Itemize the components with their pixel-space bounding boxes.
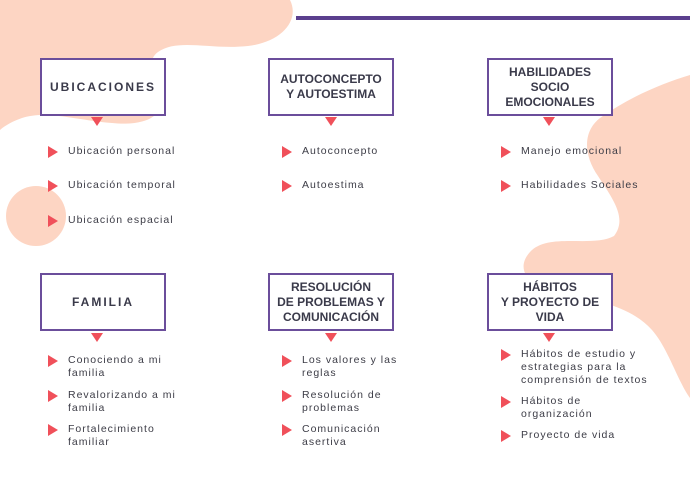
list-item-label: Autoestima (302, 179, 365, 191)
list-item-label: Ubicación espacial (68, 214, 174, 226)
section-title: FAMILIA (72, 295, 134, 309)
list-item-label: Resolución de problemas (302, 389, 382, 414)
list-item (48, 179, 176, 192)
section-title-box-ubicaciones (40, 58, 166, 116)
triangle-right-icon (282, 390, 292, 402)
section-title-box-resolucion (268, 273, 394, 331)
list-item (501, 145, 622, 158)
list-item-label: Proyecto de vida (521, 429, 616, 441)
triangle-right-icon (501, 430, 511, 442)
section-title-box-autoconcepto (268, 58, 394, 116)
list-item (501, 179, 638, 192)
list-item-label: Ubicación personal (68, 145, 176, 157)
list-item (282, 145, 378, 158)
section-title: AUTOCONCEPTO Y AUTOESTIMA (280, 72, 382, 101)
list-item (501, 348, 648, 387)
triangle-right-icon (501, 396, 511, 408)
triangle-right-icon (48, 180, 58, 192)
list-item-label: Fortalecimiento familiar (68, 423, 155, 448)
list-item-label: Autoconcepto (302, 145, 379, 157)
list-item-label: Los valores y las reglas (302, 354, 398, 379)
triangle-down-icon (325, 117, 337, 126)
section-title: UBICACIONES (49, 80, 156, 94)
triangle-right-icon (282, 146, 292, 158)
section-title-box-familia (40, 273, 166, 331)
triangle-down-icon (325, 333, 337, 342)
section-title-box-habitos (487, 273, 613, 331)
top-accent-line (296, 16, 690, 20)
triangle-down-icon (543, 333, 555, 342)
triangle-right-icon (48, 215, 58, 227)
list-item-label: Revalorizando a mi familia (68, 389, 176, 414)
list-item (282, 423, 381, 449)
triangle-down-icon (91, 333, 103, 342)
list-item-label: Manejo emocional (521, 145, 623, 157)
list-item-label: Hábitos de estudio y estrategias para la comprensión de textos (521, 348, 648, 386)
section-title: HÁBITOS Y PROYECTO DE VIDA (500, 279, 600, 324)
triangle-down-icon (91, 117, 103, 126)
list-item (282, 354, 397, 380)
list-item (282, 389, 382, 415)
triangle-down-icon (543, 117, 555, 126)
triangle-right-icon (48, 390, 58, 402)
list-item (48, 354, 162, 380)
list-item (48, 389, 176, 415)
list-item (48, 423, 155, 449)
section-title-box-habilidades (487, 58, 613, 116)
section-title: HABILIDADES SOCIO EMOCIONALES (505, 64, 595, 109)
triangle-right-icon (501, 146, 511, 158)
triangle-right-icon (501, 349, 511, 361)
list-item (48, 214, 174, 227)
list-item-label: Ubicación temporal (68, 179, 176, 191)
triangle-right-icon (282, 424, 292, 436)
triangle-right-icon (282, 180, 292, 192)
list-item (501, 395, 593, 421)
triangle-right-icon (48, 146, 58, 158)
triangle-right-icon (501, 180, 511, 192)
triangle-right-icon (282, 355, 292, 367)
list-item (501, 429, 615, 442)
triangle-right-icon (48, 355, 58, 367)
list-item-label: Habilidades Sociales (521, 179, 639, 191)
list-item-label: Hábitos de organización (521, 395, 593, 420)
list-item-label: Comunicación asertiva (302, 423, 381, 448)
list-item (282, 179, 365, 192)
triangle-right-icon (48, 424, 58, 436)
list-item (48, 145, 175, 158)
section-title: RESOLUCIÓN DE PROBLEMAS Y COMUNICACIÓN (277, 279, 385, 324)
list-item-label: Conociendo a mi familia (68, 354, 162, 379)
